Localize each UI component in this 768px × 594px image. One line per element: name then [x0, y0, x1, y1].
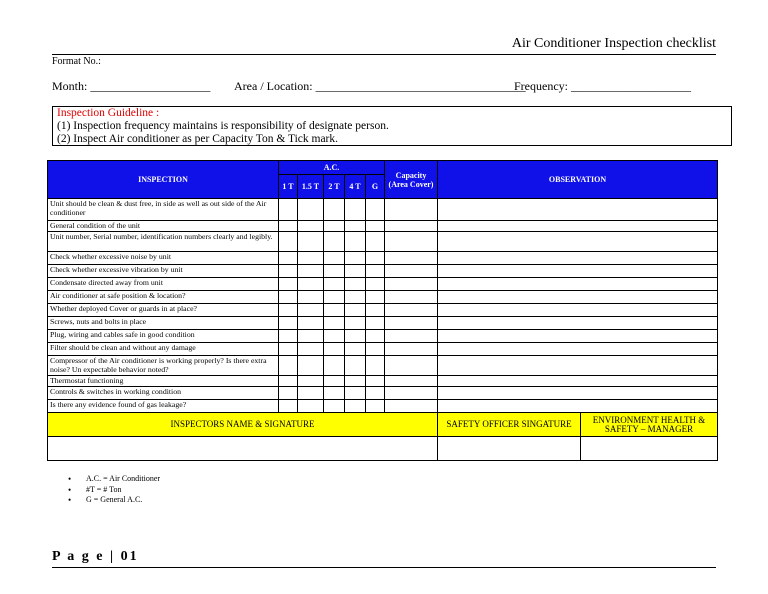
table-row [48, 291, 718, 304]
tick-2t-cell[interactable] [324, 387, 345, 400]
tick-2t-cell[interactable] [324, 376, 345, 387]
observation-cell[interactable] [438, 343, 718, 356]
tick-2t-cell[interactable] [324, 330, 345, 343]
note-item: • A.C. = Air Conditioner [68, 474, 160, 485]
tick-1-5t-cell[interactable] [298, 387, 324, 400]
observation-cell[interactable] [438, 356, 718, 376]
tick-1t-cell[interactable] [279, 278, 298, 291]
inspectors-signature-label: INSPECTORS NAME & SIGNATURE [48, 413, 438, 437]
tick-g-cell[interactable] [366, 291, 385, 304]
inspection-item: Check whether excessive vibration by unit [48, 265, 279, 278]
tick-2t-cell[interactable] [324, 199, 345, 221]
tick-g-cell[interactable] [366, 317, 385, 330]
tick-4t-cell[interactable] [345, 387, 366, 400]
tick-4t-cell[interactable] [345, 356, 366, 376]
tick-1t-cell[interactable] [279, 317, 298, 330]
inspection-item: Is there any evidence found of gas leakage? [48, 400, 279, 413]
tick-2t-cell[interactable] [324, 400, 345, 413]
tick-2t-cell[interactable] [324, 304, 345, 317]
table-row [48, 400, 718, 413]
note-item: • #T = # Ton [68, 485, 160, 496]
table-row [48, 356, 718, 376]
inspection-item: Check whether excessive noise by unit [48, 252, 279, 265]
tick-1-5t-cell[interactable] [298, 317, 324, 330]
capacity-cell[interactable] [385, 232, 438, 252]
document-title: Air Conditioner Inspection checklist [511, 36, 716, 51]
ac-col-1-5t: 1.5 T [298, 175, 324, 199]
tick-1t-cell[interactable] [279, 221, 298, 232]
capacity-cell[interactable] [385, 304, 438, 317]
tick-1-5t-cell[interactable] [298, 278, 324, 291]
ac-col-2t: 2 T [324, 175, 345, 199]
table-row [48, 343, 718, 356]
inspection-item: Unit number, Serial number, identification numbers clearly and legibly. [48, 232, 279, 252]
observation-cell[interactable] [438, 317, 718, 330]
capacity-cell[interactable] [385, 317, 438, 330]
table-row [48, 265, 718, 278]
observation-cell[interactable] [438, 232, 718, 252]
capacity-cell[interactable] [385, 291, 438, 304]
inspection-item: General condition of the unit [48, 221, 279, 232]
tick-2t-cell[interactable] [324, 252, 345, 265]
inspection-item: Compressor of the Air conditioner is working properly? Is there extra noise? Un expectable behavior noted? [48, 356, 279, 376]
tick-1-5t-cell[interactable] [298, 265, 324, 278]
inspection-item: Unit should be clean & dust free, in side as well as out side of the Air conditioner [48, 199, 279, 221]
legend-notes [68, 474, 160, 506]
tick-4t-cell[interactable] [345, 232, 366, 252]
ac-col-4t: 4 T [345, 175, 366, 199]
tick-2t-cell[interactable] [324, 356, 345, 376]
tick-2t-cell[interactable] [324, 317, 345, 330]
table-row [48, 199, 718, 221]
table-row [48, 252, 718, 265]
ehs-manager-signature-cell[interactable] [581, 437, 718, 461]
ac-col-g: G [366, 175, 385, 199]
guideline-line: (1) Inspection frequency maintains is responsibility of designate person. [57, 120, 389, 132]
meta-row [52, 79, 716, 95]
tick-2t-cell[interactable] [324, 232, 345, 252]
observation-header: OBSERVATION [438, 161, 718, 199]
ehs-manager-label: ENVIRONMENT HEALTH & SAFETY – MANAGER [581, 413, 718, 437]
guideline-line: (2) Inspect Air conditioner as per Capacity Ton & Tick mark. [57, 133, 338, 145]
tick-1t-cell[interactable] [279, 304, 298, 317]
tick-1t-cell[interactable] [279, 252, 298, 265]
tick-g-cell[interactable] [366, 400, 385, 413]
tick-1-5t-cell[interactable] [298, 376, 324, 387]
capacity-cell[interactable] [385, 265, 438, 278]
tick-1t-cell[interactable] [279, 291, 298, 304]
inspection-item: Condensate directed away from unit [48, 278, 279, 291]
tick-4t-cell[interactable] [345, 221, 366, 232]
tick-4t-cell[interactable] [345, 265, 366, 278]
tick-1-5t-cell[interactable] [298, 291, 324, 304]
observation-cell[interactable] [438, 278, 718, 291]
tick-1-5t-cell[interactable] [298, 252, 324, 265]
observation-cell[interactable] [438, 400, 718, 413]
table-row [48, 221, 718, 232]
safety-officer-label: SAFETY OFFICER SINGATURE [438, 413, 581, 437]
inspectors-signature-cell[interactable] [48, 437, 438, 461]
title-divider [52, 54, 716, 55]
table-row [48, 304, 718, 317]
page-number: P a g e | 01 [52, 549, 139, 564]
tick-1-5t-cell[interactable] [298, 304, 324, 317]
inspection-item: Air conditioner at safe position & location? [48, 291, 279, 304]
tick-1t-cell[interactable] [279, 376, 298, 387]
tick-4t-cell[interactable] [345, 291, 366, 304]
tick-1t-cell[interactable] [279, 232, 298, 252]
tick-1t-cell[interactable] [279, 330, 298, 343]
observation-cell[interactable] [438, 330, 718, 343]
signature-row [48, 437, 718, 461]
capacity-cell[interactable] [385, 356, 438, 376]
tick-1-5t-cell[interactable] [298, 330, 324, 343]
tick-4t-cell[interactable] [345, 278, 366, 291]
inspection-item: Thermostat functioning [48, 376, 279, 387]
tick-1t-cell[interactable] [279, 400, 298, 413]
capacity-header: Capacity (Area Cover) [385, 161, 438, 199]
inspection-item: Whether deployed Cover or guards in at place? [48, 304, 279, 317]
tick-g-cell[interactable] [366, 330, 385, 343]
inspection-table [47, 160, 718, 461]
tick-2t-cell[interactable] [324, 278, 345, 291]
tick-4t-cell[interactable] [345, 317, 366, 330]
table-row [48, 387, 718, 400]
tick-4t-cell[interactable] [345, 330, 366, 343]
capacity-cell[interactable] [385, 387, 438, 400]
signature-header-row [48, 413, 718, 437]
observation-cell[interactable] [438, 387, 718, 400]
observation-cell[interactable] [438, 199, 718, 221]
tick-1t-cell[interactable] [279, 356, 298, 376]
tick-2t-cell[interactable] [324, 343, 345, 356]
tick-4t-cell[interactable] [345, 304, 366, 317]
tick-g-cell[interactable] [366, 199, 385, 221]
table-row [48, 330, 718, 343]
tick-g-cell[interactable] [366, 356, 385, 376]
inspection-item: Filter should be clean and without any damage [48, 343, 279, 356]
observation-cell[interactable] [438, 376, 718, 387]
table-row [48, 278, 718, 291]
tick-1t-cell[interactable] [279, 343, 298, 356]
inspection-item: Screws, nuts and bolts in place [48, 317, 279, 330]
safety-officer-signature-cell[interactable] [438, 437, 581, 461]
tick-1-5t-cell[interactable] [298, 199, 324, 221]
format-number-label: Format No.: [52, 56, 101, 67]
tick-g-cell[interactable] [366, 304, 385, 317]
inspection-item: Controls & switches in working condition [48, 387, 279, 400]
observation-cell[interactable] [438, 221, 718, 232]
capacity-cell[interactable] [385, 400, 438, 413]
frequency-field[interactable]: Frequency: ____________________ [514, 79, 691, 93]
table-row [48, 232, 718, 252]
tick-g-cell[interactable] [366, 265, 385, 278]
inspection-header: INSPECTION [48, 161, 279, 199]
area-location-field[interactable]: Area / Location: ___________________________________ [234, 79, 526, 93]
tick-1t-cell[interactable] [279, 387, 298, 400]
tick-2t-cell[interactable] [324, 265, 345, 278]
capacity-cell[interactable] [385, 330, 438, 343]
tick-4t-cell[interactable] [345, 376, 366, 387]
capacity-cell[interactable] [385, 221, 438, 232]
observation-cell[interactable] [438, 252, 718, 265]
capacity-cell[interactable] [385, 376, 438, 387]
ac-header: A.C. [279, 161, 385, 175]
table-row [48, 317, 718, 330]
inspection-item: Plug, wiring and cables safe in good condition [48, 330, 279, 343]
tick-g-cell[interactable] [366, 221, 385, 232]
tick-1-5t-cell[interactable] [298, 356, 324, 376]
tick-1-5t-cell[interactable] [298, 232, 324, 252]
tick-1t-cell[interactable] [279, 199, 298, 221]
tick-2t-cell[interactable] [324, 291, 345, 304]
observation-cell[interactable] [438, 265, 718, 278]
table-row [48, 376, 718, 387]
observation-cell[interactable] [438, 291, 718, 304]
inspection-guideline-box [52, 106, 732, 146]
page-divider [52, 567, 716, 568]
guideline-heading: Inspection Guideline : [57, 107, 160, 119]
tick-2t-cell[interactable] [324, 221, 345, 232]
tick-g-cell[interactable] [366, 387, 385, 400]
tick-g-cell[interactable] [366, 252, 385, 265]
capacity-cell[interactable] [385, 278, 438, 291]
ac-col-1t: 1 T [279, 175, 298, 199]
month-field[interactable]: Month: ____________________ [52, 79, 211, 93]
capacity-cell[interactable] [385, 199, 438, 221]
observation-cell[interactable] [438, 304, 718, 317]
capacity-cell[interactable] [385, 343, 438, 356]
note-item: • G = General A.C. [68, 495, 160, 506]
capacity-cell[interactable] [385, 252, 438, 265]
tick-g-cell[interactable] [366, 343, 385, 356]
tick-g-cell[interactable] [366, 278, 385, 291]
tick-4t-cell[interactable] [345, 252, 366, 265]
tick-g-cell[interactable] [366, 376, 385, 387]
tick-4t-cell[interactable] [345, 400, 366, 413]
tick-g-cell[interactable] [366, 232, 385, 252]
tick-1t-cell[interactable] [279, 265, 298, 278]
tick-1-5t-cell[interactable] [298, 343, 324, 356]
tick-1-5t-cell[interactable] [298, 221, 324, 232]
tick-1-5t-cell[interactable] [298, 400, 324, 413]
tick-4t-cell[interactable] [345, 343, 366, 356]
tick-4t-cell[interactable] [345, 199, 366, 221]
